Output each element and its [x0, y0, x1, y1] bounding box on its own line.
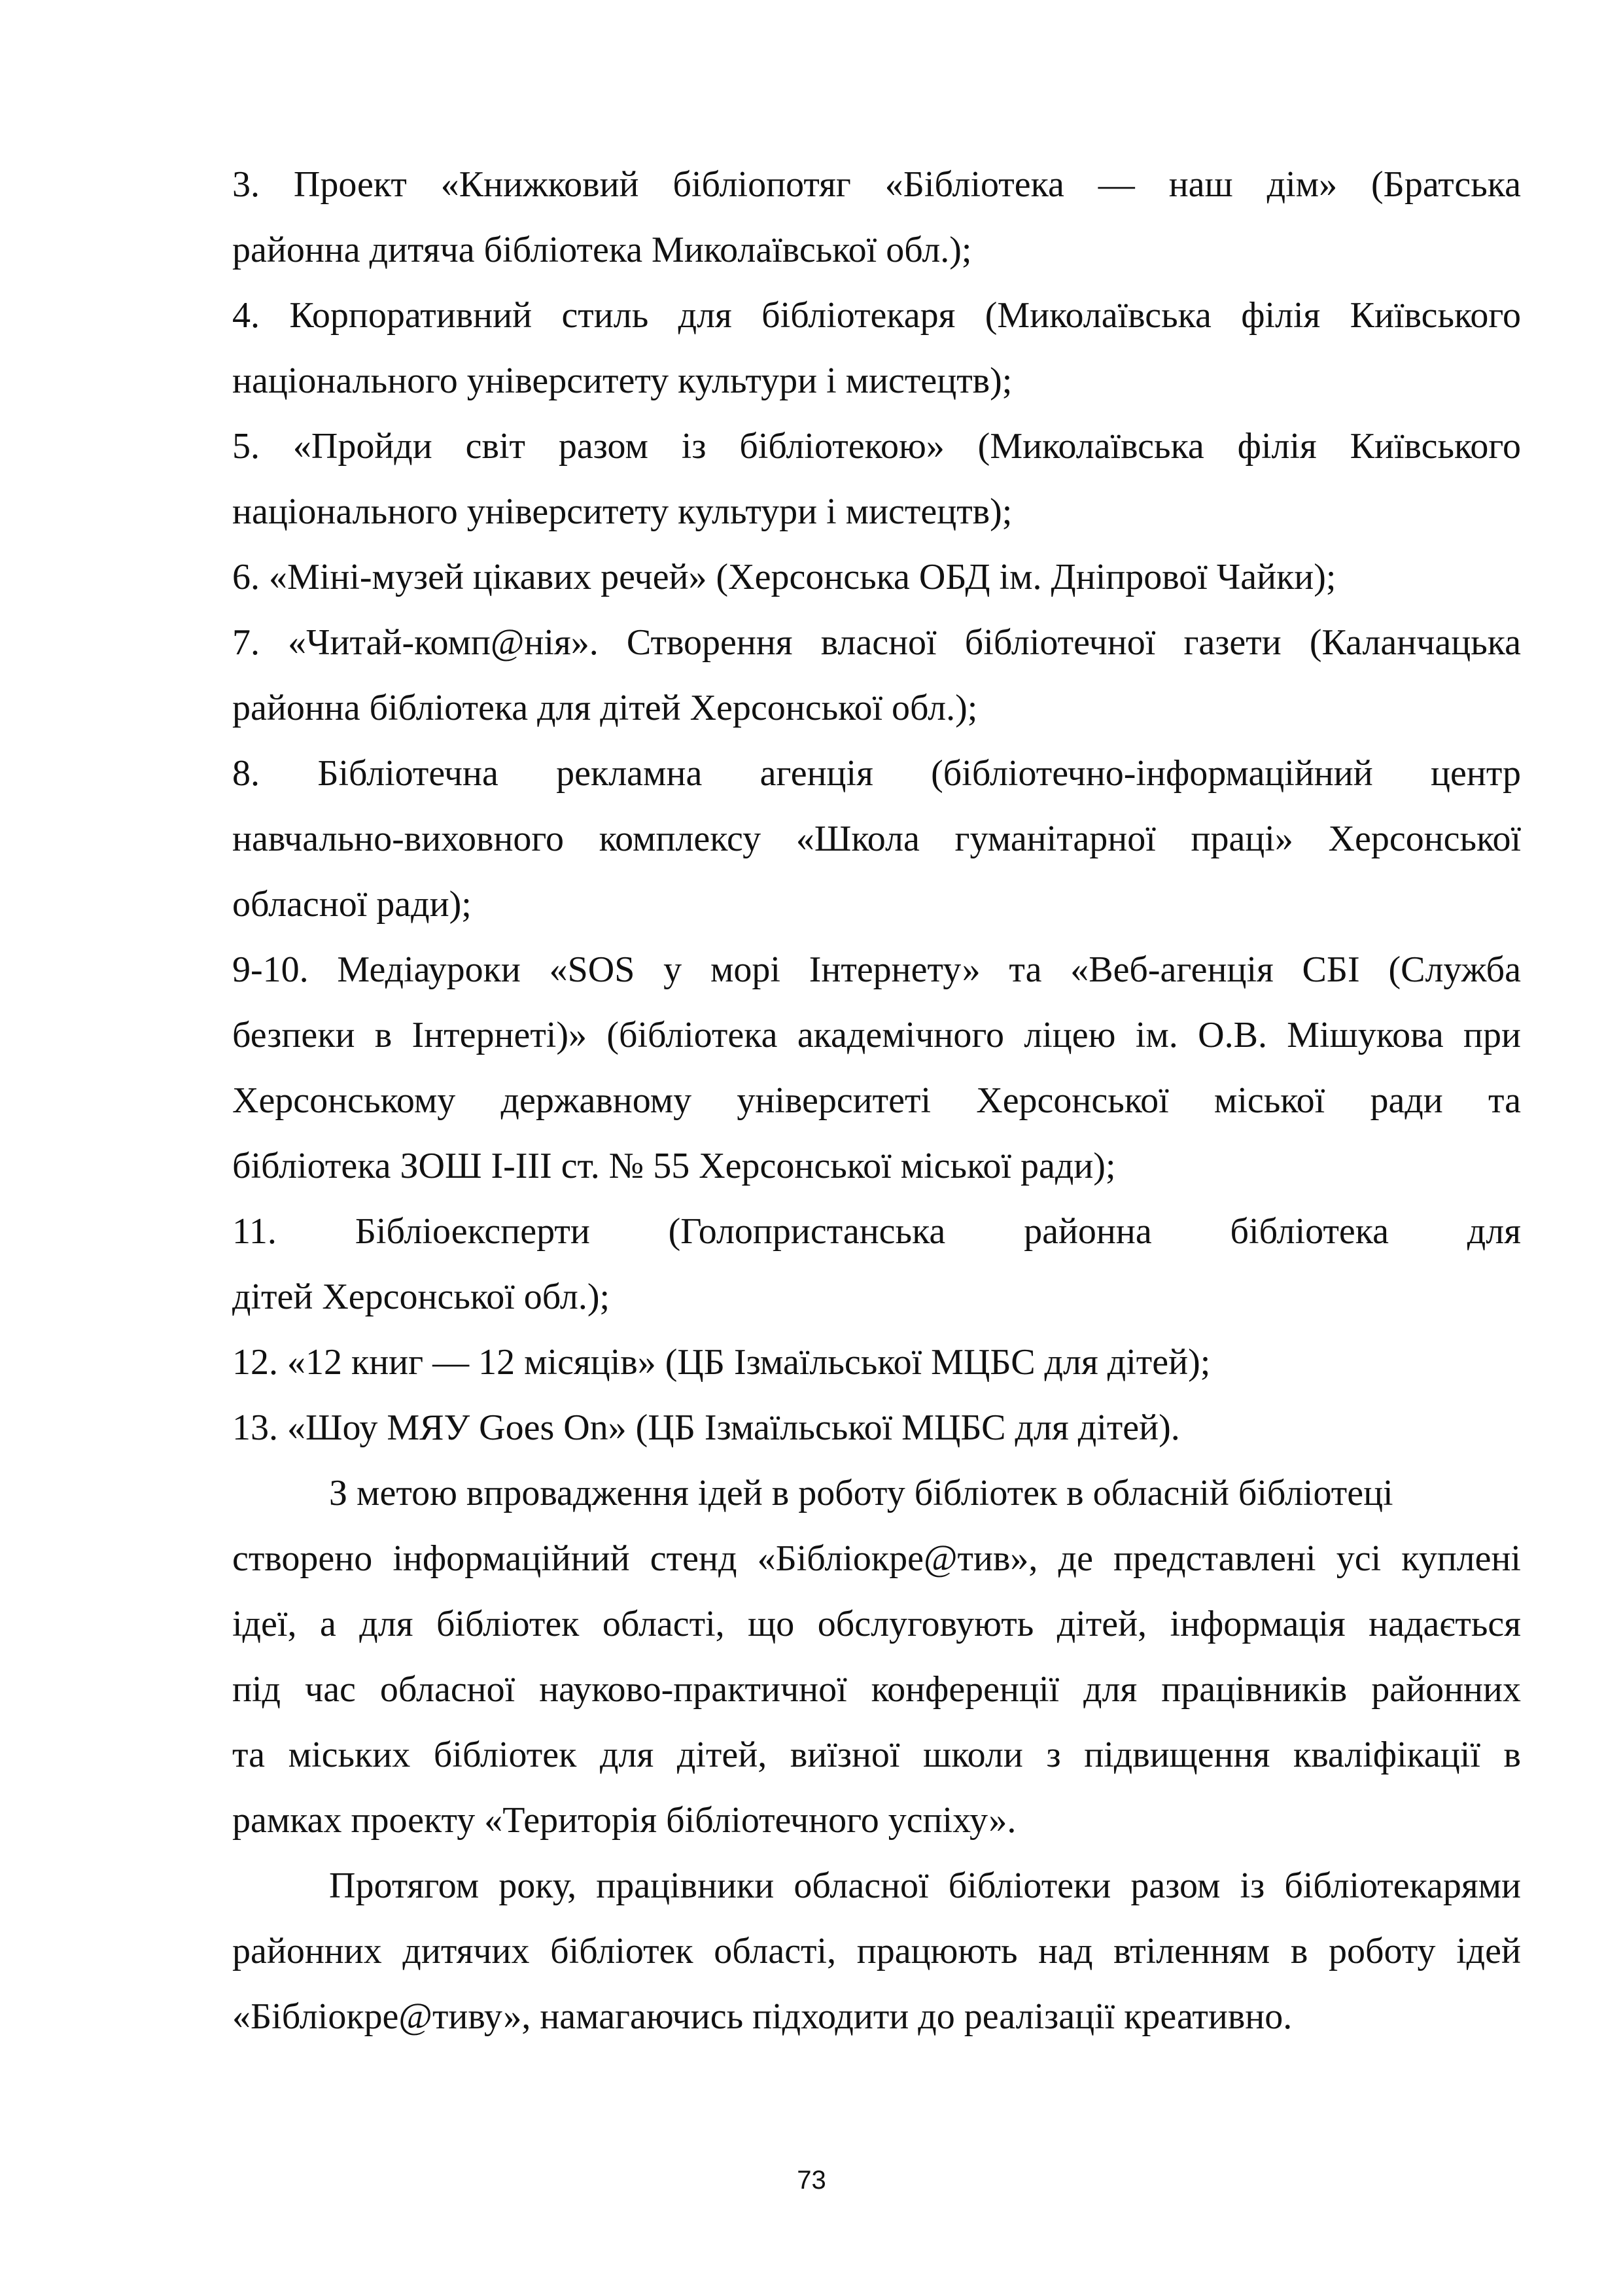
text-line: 5. «Пройди світ разом із бібліотекою» (Миколаївська філія Київського [232, 426, 1521, 467]
text-line: бібліотека ЗОШ І-ІІІ ст. № 55 Херсонської міської ради); [232, 1146, 1116, 1186]
text-line: 8. Бібліотечна рекламна агенція (бібліотечно-інформаційний центр [232, 753, 1521, 794]
text-line: З метою впровадження ідей в роботу бібліотек в обласній бібліотеці [329, 1473, 1393, 1513]
document-body [232, 152, 1521, 2049]
text-line: національного університету культури і мистецтв); [232, 361, 1013, 401]
text-line: 9-10. Медіауроки «SOS у морі Інтернету» та «Веб-агенція СБІ (Служба [232, 949, 1521, 990]
text-line: Протягом року, працівники обласної бібліотеки разом із бібліотекарями [329, 1865, 1521, 1906]
text-line: навчально-виховного комплексу «Школа гуманітарної праці» Херсонської [232, 819, 1521, 859]
text-line: 3. Проект «Книжковий бібліопотяг «Бібліотека — наш дім» (Братська [232, 164, 1521, 205]
text-line: «Бібліокре@тиву», намагаючись підходити до реалізації креативно. [232, 1996, 1293, 2037]
text-line: 6. «Міні-музей цікавих речей» (Херсонська ОБД ім. Дніпрової Чайки); [232, 557, 1336, 597]
text-line: районна дитяча бібліотека Миколаївської обл.); [232, 230, 972, 270]
text-line: та міських бібліотек для дітей, виїзної школи з підвищення кваліфікації в [232, 1735, 1521, 1775]
text-line: 12. «12 книг — 12 місяців» (ЦБ Ізмаїльської МЦБС для дітей); [232, 1342, 1211, 1383]
text-line: 11. Бібліоексперти (Голопристанська районна бібліотека для [232, 1211, 1521, 1252]
text-line: дітей Херсонської обл.); [232, 1277, 610, 1317]
page-number: 73 [797, 2166, 826, 2195]
text-line: 4. Корпоративний стиль для бібліотекаря (Миколаївська філія Київського [232, 295, 1521, 336]
text-line: 7. «Читай-комп@нія». Створення власної бібліотечної газети (Каланчацька [232, 622, 1521, 663]
text-line: створено інформаційний стенд «Бібліокре@тив», де представлені усі куплені [232, 1538, 1521, 1579]
text-line: 13. «Шоу МЯУ Goes On» (ЦБ Ізмаїльської МЦБС для дітей). [232, 1407, 1180, 1448]
text-line: під час обласної науково-практичної конференції для працівників районних [232, 1669, 1521, 1710]
text-line: рамках проекту «Територія бібліотечного успіху». [232, 1800, 1017, 1841]
text-line: обласної ради); [232, 884, 472, 925]
text-line: ідеї, а для бібліотек області, що обслуговують дітей, інформація надається [232, 1604, 1521, 1644]
text-line: районна бібліотека для дітей Херсонської обл.); [232, 688, 978, 728]
text-line: безпеки в Інтернеті)» (бібліотека академічного ліцею ім. О.В. Мішукова при [232, 1015, 1521, 1055]
text-line: національного університету культури і мистецтв); [232, 491, 1013, 532]
text-line: Херсонському державному університеті Херсонської міської ради та [232, 1080, 1521, 1121]
text-line: районних дитячих бібліотек області, працюють над втіленням в роботу ідей [232, 1931, 1521, 1971]
